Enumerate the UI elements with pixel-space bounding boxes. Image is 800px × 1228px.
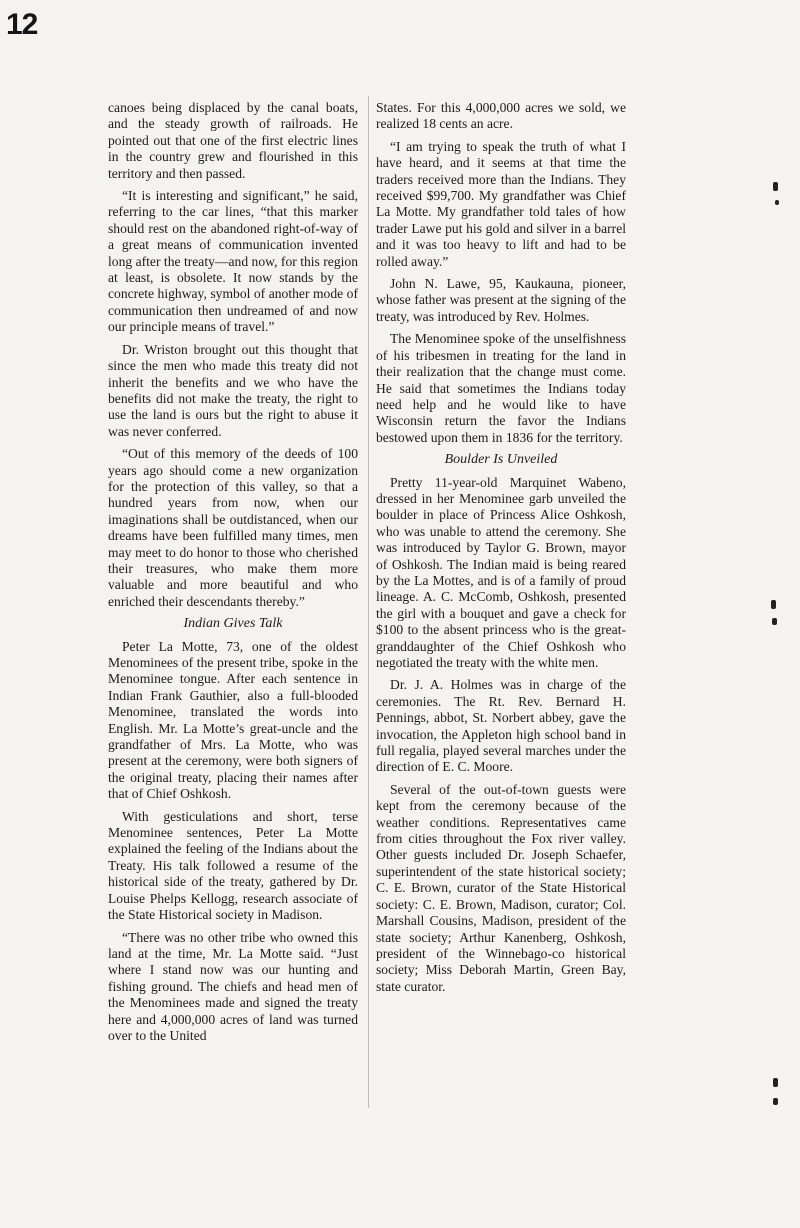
paragraph: “It is interesting and significant,” he said, referring to the car lines, “that this marker should rest on the abandoned right-of-way of a great means of communication invented long after the treaty—and now, for this region at least, is obsolete. It now stands by the concrete highway, symbol of another mode of communication then undreamed of and now our principle means of travel.”: [108, 188, 358, 335]
paragraph: States. For this 4,000,000 acres we sold, we realized 18 cents an acre.: [376, 100, 626, 132]
scan-speck: [773, 182, 778, 191]
column-divider: [368, 96, 369, 1108]
scan-speck: [773, 1078, 778, 1087]
paragraph: “Out of this memory of the deeds of 100 years ago should come a new organization for the protection of this valley, so that a hundred years from now, when our imaginations shall be outdistanced, when our dreams have been fulfilled many times, men may meet to do honor to those who cherished their treasures, who make them more valuable and more beautiful and who enriched their descendants thereby.”: [108, 446, 358, 609]
scan-speck: [772, 618, 777, 625]
paragraph: Pretty 11-year-old Marquinet Wabeno, dressed in her Menominee garb unveiled the boulder in place of Princess Alice Oshkosh, who was unable to attend the ceremony. She was introduced by Taylor G. Brown, mayor of Oshkosh. The Indian maid is being reared by the La Mottes, and is of a family of proud lineage. A. C. McComb, Oshkosh, presented the girl with a bouquet and gave a check for $100 to the absent princess who is the great-granddaughter of the Chief Oshkosh who negotiated the treaty with the white men.: [376, 474, 626, 670]
page-number: 12: [6, 8, 38, 41]
scan-speck: [775, 200, 779, 205]
paragraph: canoes being displaced by the canal boats, and the steady growth of railroads. He pointed out that one of the first electric lines in the country grew and flourished in this territory and then passed.: [108, 100, 358, 181]
paragraph: Dr. J. A. Holmes was in charge of the ceremonies. The Rt. Rev. Bernard H. Pennings, abbot, St. Norbert abbey, gave the invocation, the Appleton high school band in full regalia, played several marches under the direction of E. C. Moore.: [376, 677, 626, 775]
paragraph: John N. Lawe, 95, Kaukauna, pioneer, whose father was present at the signing of the treaty, was introduced by Rev. Holmes.: [376, 276, 626, 324]
paragraph: “There was no other tribe who owned this land at the time, Mr. La Motte said. “Just where I stand now was our hunting and fishing ground. The chiefs and head men of the Menominees made and signed the treaty here and 4,000,000 acres of land was turned over to the United: [108, 929, 358, 1043]
paragraph: “I am trying to speak the truth of what I have heard, and it seems at that time the traders received more than the Indians. They received $99,700. My grandfather was Chief La Motte. My grandfather told tales of how trader Lawe put his gold and silver in a barrel and it was too heavy to lift and had to be rolled away.”: [376, 138, 626, 269]
article-column-right: [376, 100, 626, 1001]
scan-speck: [773, 1098, 778, 1105]
section-subhead: Indian Gives Talk: [183, 616, 283, 632]
paragraph: Dr. Wriston brought out this thought that since the men who made this treaty did not inherit the benefits and we who have the benefits did not make the treaty, the right to use the land is ours but the right to abuse it was never conferred.: [108, 341, 358, 439]
paragraph: Several of the out-of-town guests were kept from the ceremony because of the weather conditions. Representatives came from cities throughout the Fox river valley. Other guests included Dr. Joseph Schaefer, superintendent of the state historical society; C. E. Brown, curator of the State Historical society: C. E. Brown, Madison, curator; Col. Marshall Cousins, Madison, president of the state society; Arthur Kanenberg, Oshkosh, president of the Winnebago-co historical society; Miss Deborah Martin, Green Bay, state curator.: [376, 781, 626, 994]
paragraph: With gesticulations and short, terse Menominee sentences, Peter La Motte explained the feeling of the Indians about the Treaty. His talk followed a resume of the historical side of the treaty, gathered by Dr. Louise Phelps Kellogg, research associate of the State Historical society in Madison.: [108, 808, 358, 923]
article-column-left: [108, 100, 358, 1050]
scan-speck: [771, 600, 776, 609]
paragraph: Peter La Motte, 73, one of the oldest Menominees of the present tribe, spoke in the Menominee tongue. After each sentence in Indian Frank Gauthier, also a full-blooded Menominee, translated the words into English. Mr. La Motte’s great-uncle and the grandfather of Mrs. La Motte, who was present at the ceremony, were both signers of the original treaty, placing their names after that of Chief Oshkosh.: [108, 638, 358, 802]
paragraph: The Menominee spoke of the unselfishness of his tribesmen in treating for the land in their realization that the change must come. He said that sometimes the Indians today need help and he would like to have Wisconsin return the favor the Indians bestowed upon them in 1836 for the territory.: [376, 331, 626, 445]
section-subhead: Boulder Is Unveiled: [444, 452, 558, 468]
